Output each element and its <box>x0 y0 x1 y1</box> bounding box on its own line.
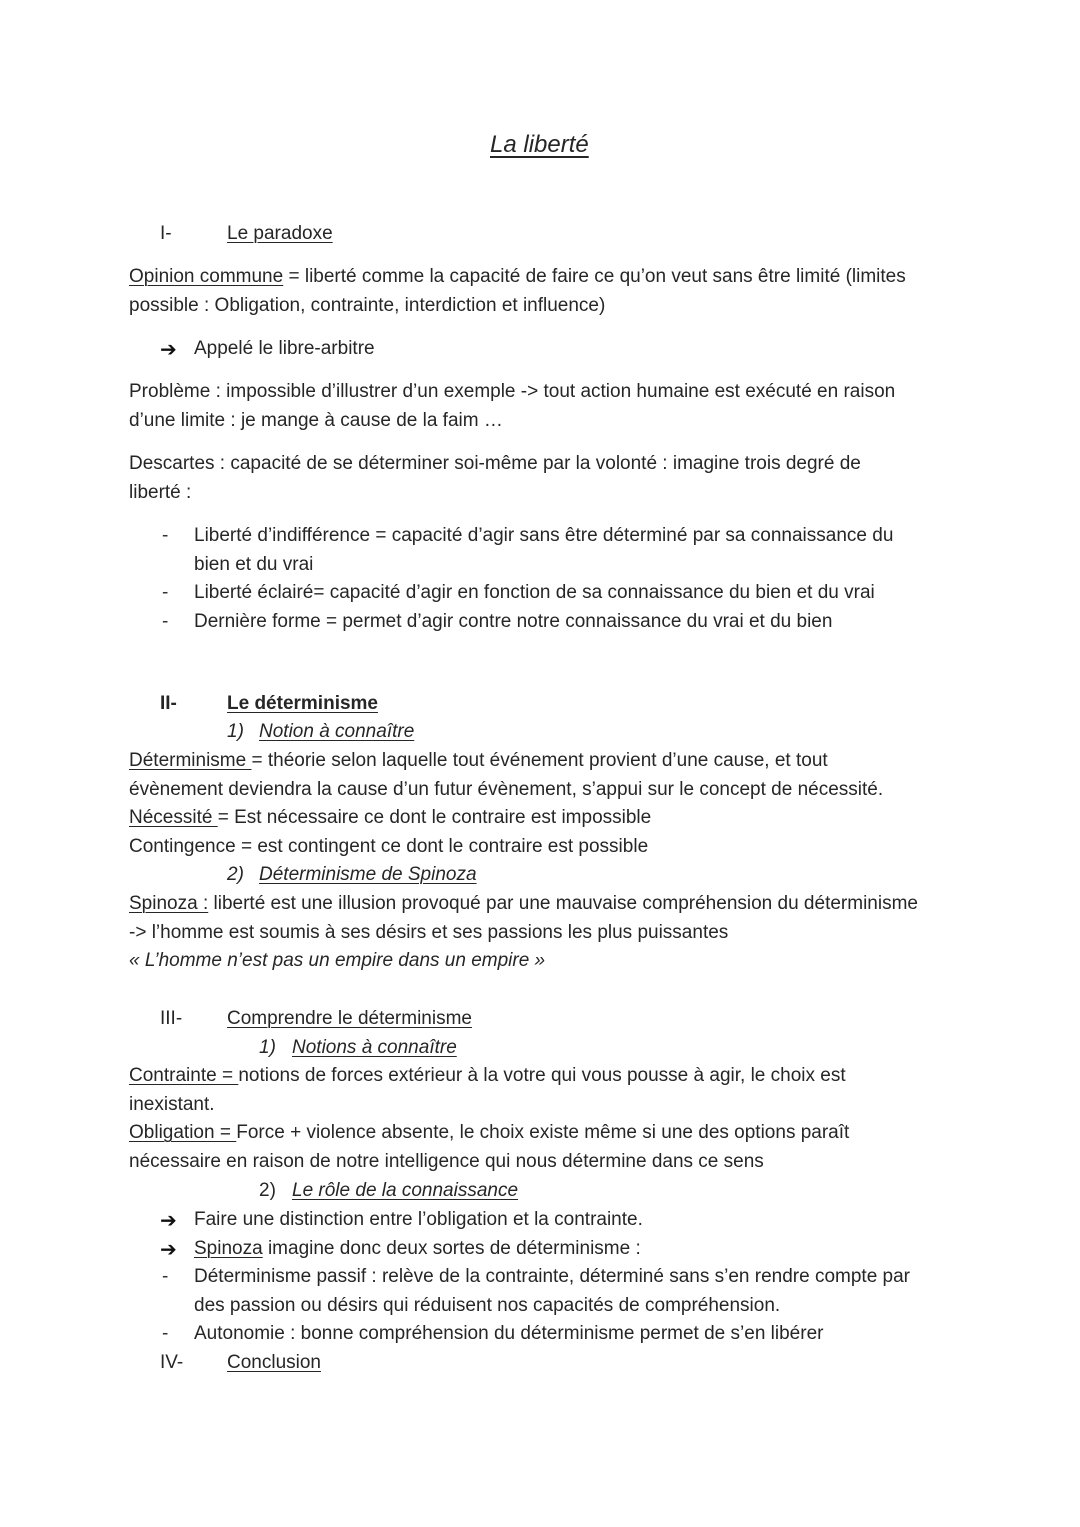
term: Obligation = <box>129 1122 237 1143</box>
paragraph-line: d’une limite : je mange à cause de la faim … <box>129 410 503 431</box>
list-item: Autonomie : bonne compréhension du déterminisme permet de s’en libérer <box>194 1323 824 1344</box>
subsection-number: 2) <box>227 864 244 885</box>
term: Spinoza : <box>129 893 209 914</box>
list-item: Dernière forme = permet d’agir contre notre connaissance du vrai et du bien <box>194 611 833 632</box>
list-item-continued: bien et du vrai <box>194 554 314 575</box>
definition: imagine donc deux sortes de déterminisme : <box>262 1238 641 1259</box>
paragraph-line <box>129 1122 849 1144</box>
paragraph-line: nécessaire en raison de notre intelligence qui nous détermine dans ce sens <box>129 1151 764 1172</box>
definition: Force + violence absente, le choix existe même si une des options paraît <box>236 1122 850 1143</box>
term: Déterminisme <box>129 750 252 771</box>
term: Contrainte = <box>129 1065 239 1086</box>
arrow-item: Faire une distinction entre l’obligation et la contrainte. <box>194 1209 643 1230</box>
paragraph-line <box>129 266 906 288</box>
paragraph-line: Descartes : capacité de se déterminer soi-même par la volonté : imagine trois degré de <box>129 453 861 474</box>
subsection-heading: Le rôle de la connaissance <box>292 1180 519 1201</box>
bullet-dash: - <box>162 582 169 603</box>
subsection-number: 1) <box>259 1037 276 1058</box>
page-title: La liberté <box>490 131 589 158</box>
definition: liberté est une illusion provoqué par une mauvaise compréhension du déterminisme <box>208 893 918 914</box>
paragraph-line <box>129 750 828 772</box>
section-number: IV- <box>160 1352 184 1373</box>
term: Nécessité <box>129 807 218 828</box>
list-item: Déterminisme passif : relève de la contrainte, déterminé sans s’en rendre compte par <box>194 1266 911 1287</box>
section-number: I- <box>160 223 172 244</box>
arrow-icon: ➔ <box>160 339 177 361</box>
paragraph-line: évènement deviendra la cause d’un futur évènement, s’appui sur le concept de nécessité. <box>129 779 884 800</box>
bullet-dash: - <box>162 1266 169 1287</box>
term: Spinoza <box>194 1238 263 1259</box>
subsection-heading: Déterminisme de Spinoza <box>259 864 477 885</box>
subsection-number: 1) <box>227 721 244 742</box>
section-number: III- <box>160 1008 183 1029</box>
term: Opinion commune <box>129 266 284 287</box>
list-item: Liberté éclairé= capacité d’agir en fonction de sa connaissance du bien et du vrai <box>194 582 875 603</box>
arrow-icon: ➔ <box>160 1210 177 1232</box>
arrow-item <box>194 1238 641 1260</box>
paragraph-line: possible : Obligation, contrainte, interdiction et influence) <box>129 295 606 316</box>
paragraph-line: liberté : <box>129 482 192 503</box>
bullet-dash: - <box>162 525 169 546</box>
subsection-heading: Notions à connaître <box>292 1037 457 1058</box>
definition: = théorie selon laquelle tout événement provient d’une cause, et tout <box>251 750 828 771</box>
paragraph-line <box>129 807 651 829</box>
arrow-icon: ➔ <box>160 1239 177 1261</box>
subsection-number: 2) <box>259 1180 276 1201</box>
bullet-dash: - <box>162 611 169 632</box>
section-heading: Conclusion <box>227 1352 321 1373</box>
section-number: II- <box>160 693 177 714</box>
paragraph-line: Contingence = est contingent ce dont le contraire est possible <box>129 836 649 857</box>
bullet-dash: - <box>162 1323 169 1344</box>
quote: « L’homme n’est pas un empire dans un empire » <box>129 950 546 971</box>
list-item: Liberté d’indifférence = capacité d’agir sans être déterminé par sa connaissance du <box>194 525 894 546</box>
paragraph-line <box>129 1065 846 1087</box>
paragraph-line <box>129 893 918 915</box>
definition: = Est nécessaire ce dont le contraire est impossible <box>217 807 652 828</box>
section-heading: Le déterminisme <box>227 693 378 714</box>
paragraph-line: inexistant. <box>129 1094 215 1115</box>
paragraph-line: Problème : impossible d’illustrer d’un exemple -> tout action humaine est exécuté en raison <box>129 381 896 402</box>
arrow-item: Appelé le libre-arbitre <box>194 338 375 359</box>
paragraph-line: -> l’homme est soumis à ses désirs et ses passions les plus puissantes <box>129 922 729 943</box>
list-item-continued: des passion ou désirs qui réduisent nos capacités de compréhension. <box>194 1295 781 1316</box>
section-heading: Comprendre le déterminisme <box>227 1008 472 1029</box>
definition: notions de forces extérieur à la votre qui vous pousse à agir, le choix est <box>238 1065 846 1086</box>
definition: = liberté comme la capacité de faire ce qu’on veut sans être limité (limites <box>283 266 906 287</box>
section-heading: Le paradoxe <box>227 223 333 244</box>
subsection-heading: Notion à connaître <box>259 721 415 742</box>
